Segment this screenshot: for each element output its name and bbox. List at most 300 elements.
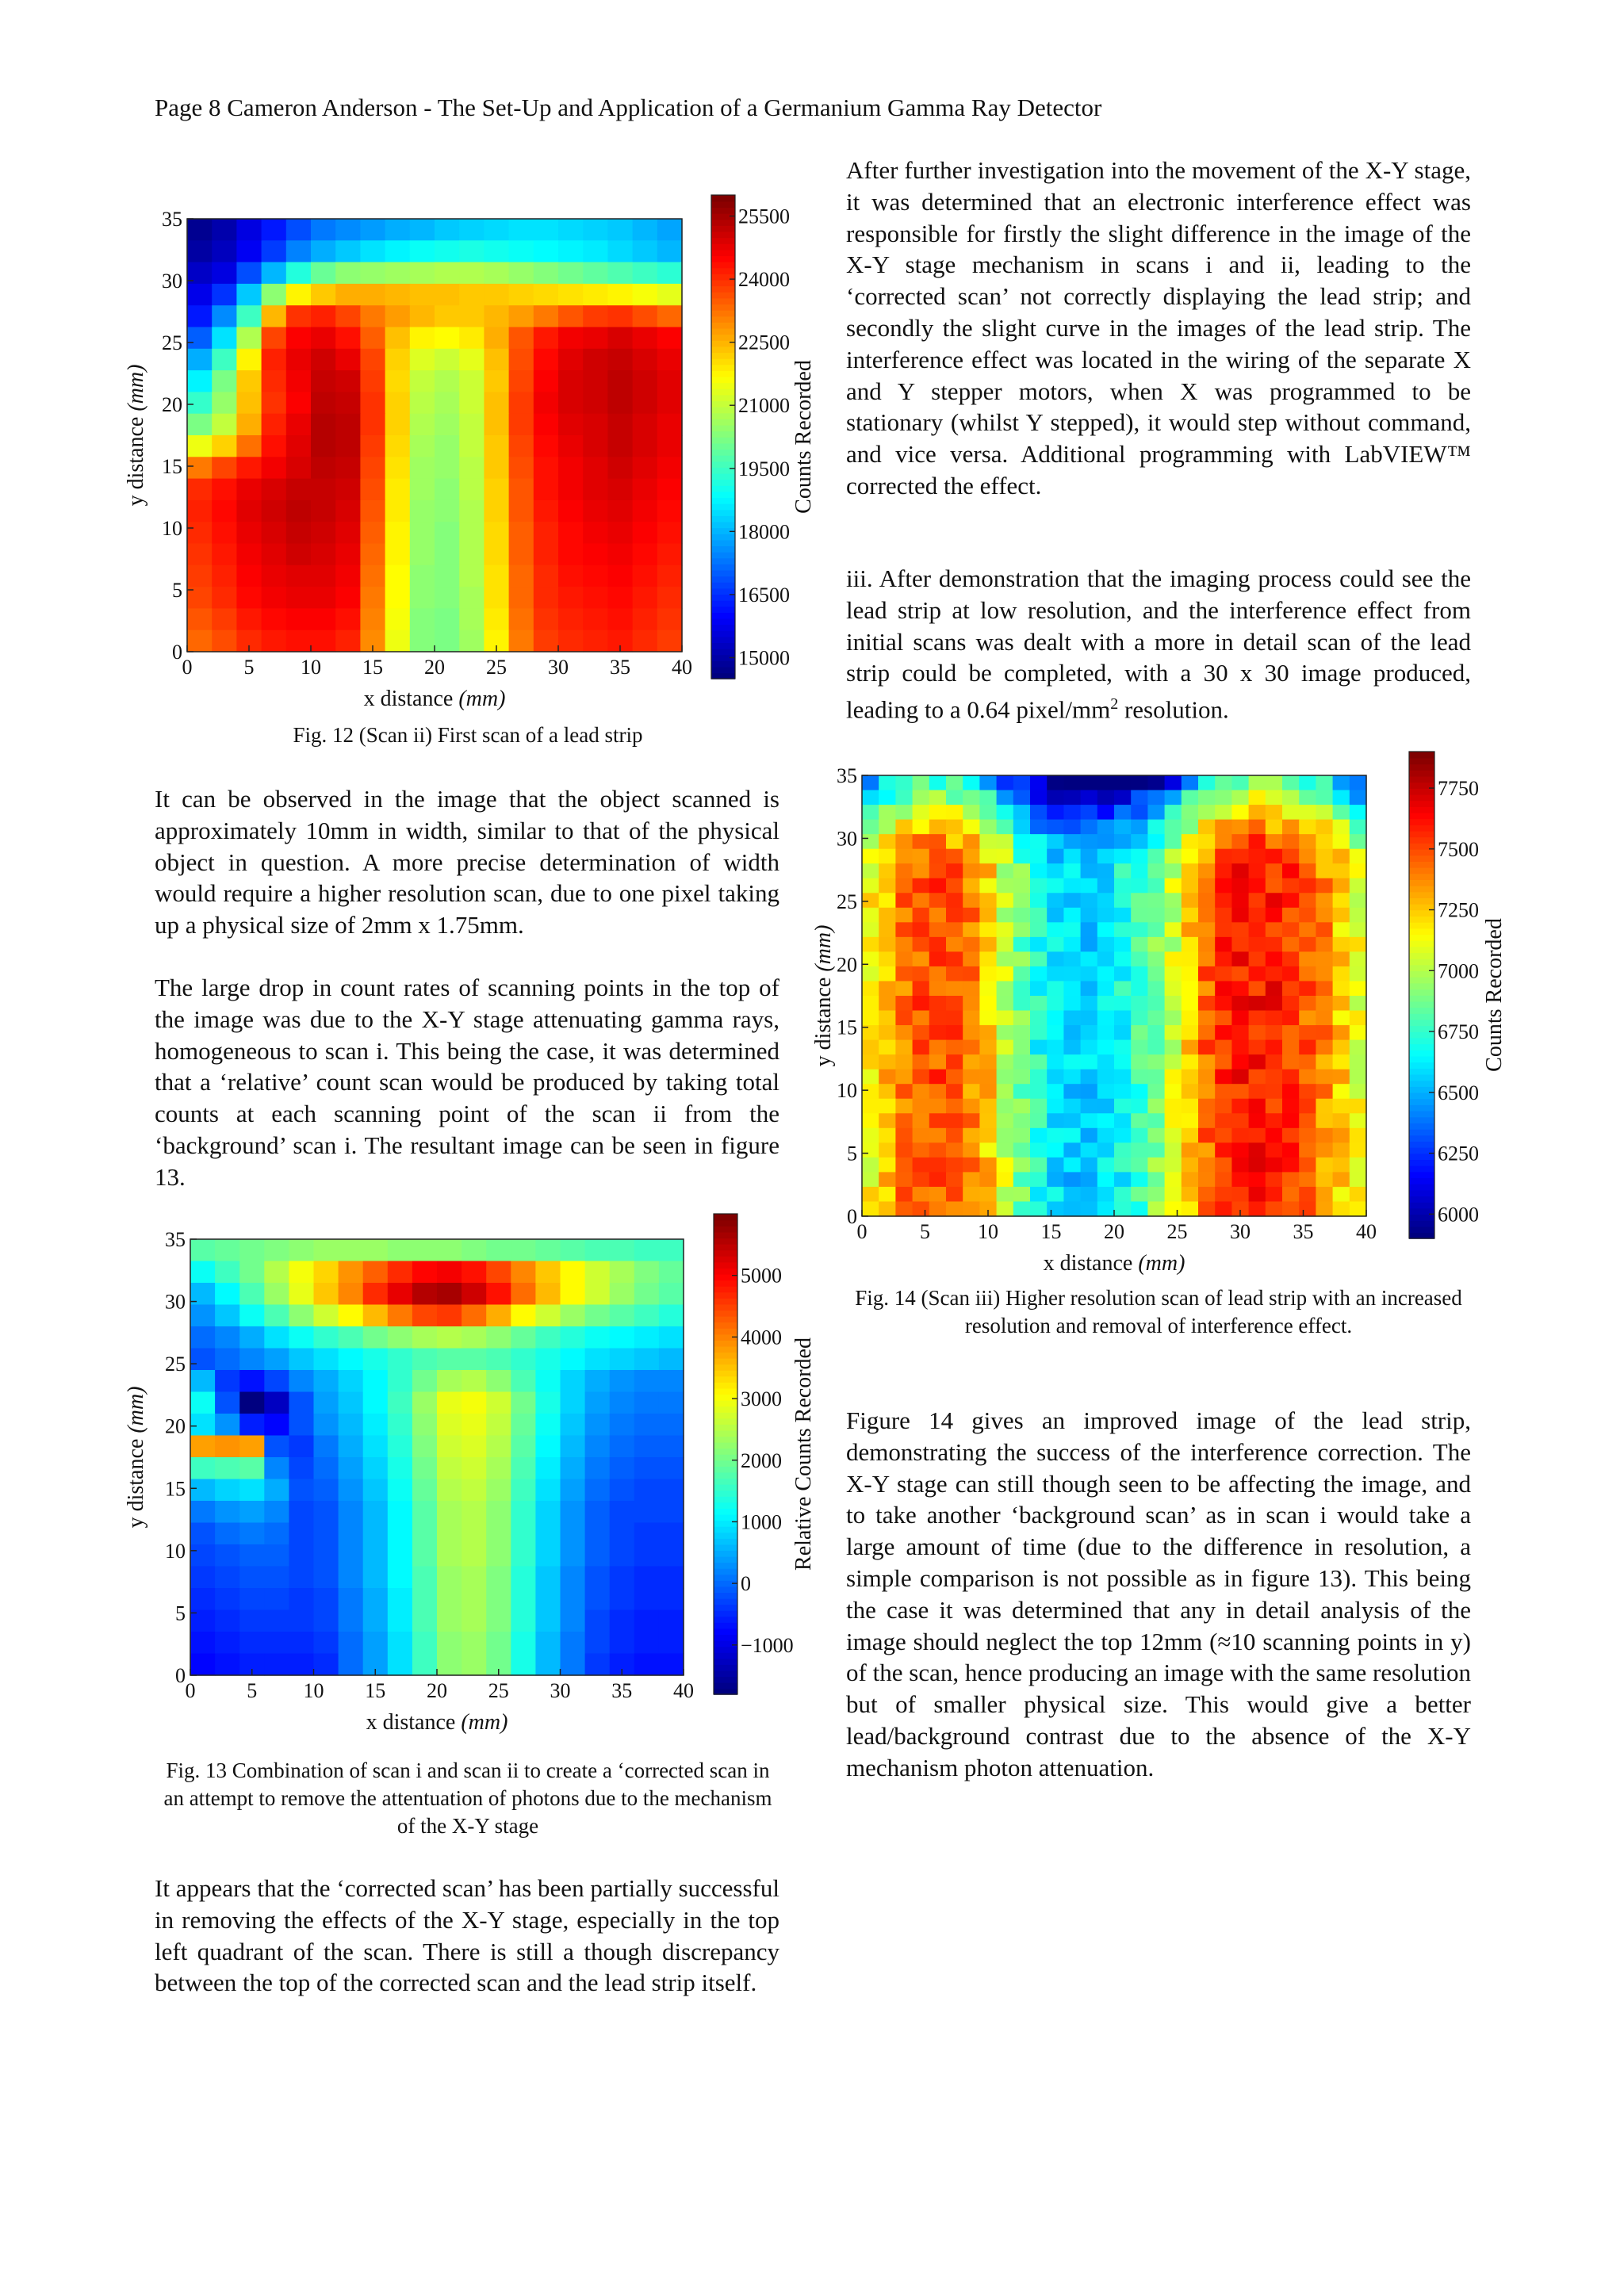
colorbar-segment [1409, 1117, 1434, 1123]
heatmap-cell [583, 435, 608, 457]
heatmap-cell [583, 457, 608, 479]
heatmap-cell [633, 587, 658, 609]
colorbar-segment [1409, 849, 1434, 855]
heatmap-cell [1333, 1070, 1350, 1085]
heatmap-cell [997, 1128, 1014, 1143]
heatmap-cell [289, 1239, 314, 1261]
heatmap-cell [1081, 878, 1098, 894]
heatmap-cell [262, 479, 287, 501]
colorbar-segment [714, 1575, 737, 1581]
heatmap-cell [1182, 805, 1199, 820]
heatmap-cell [534, 349, 559, 371]
heatmap-cell [610, 1305, 635, 1327]
heatmap-cell [1249, 1070, 1266, 1085]
colorbar-segment [1409, 1038, 1434, 1044]
heatmap-cell [1266, 1011, 1283, 1026]
heatmap-cell [607, 500, 633, 522]
heatmap-cell [879, 790, 896, 806]
heatmap-cell [190, 1544, 216, 1567]
heatmap-cell [236, 262, 262, 285]
heatmap-cell [997, 878, 1014, 894]
x-tick-label: 15 [1040, 1220, 1062, 1243]
colorbar-segment [1409, 825, 1434, 831]
colorbar-segment [714, 1382, 737, 1388]
heatmap-cell [558, 630, 584, 652]
colorbar-segment [714, 1646, 737, 1652]
heatmap-cell [1097, 1054, 1115, 1070]
heatmap-cell [435, 522, 460, 544]
heatmap-cell [913, 1113, 930, 1128]
heatmap-cell [187, 240, 213, 262]
heatmap-cell [1350, 1025, 1367, 1040]
heatmap-cell [1147, 1187, 1165, 1202]
heatmap-cell [1249, 849, 1266, 864]
x-axis-title: x distance [1043, 1251, 1139, 1276]
heatmap-cell [1114, 849, 1132, 864]
heatmap-cell [236, 544, 262, 566]
heatmap-cell [929, 893, 947, 908]
heatmap-cell [561, 1523, 586, 1545]
colorbar-segment [711, 642, 735, 649]
heatmap-cell [212, 435, 237, 457]
colorbar-tick-label: 15000 [738, 646, 790, 670]
heatmap-cell [236, 284, 262, 306]
heatmap-cell [607, 392, 633, 414]
heatmap-cell [1131, 820, 1148, 835]
colorbar-tick-label: 25500 [738, 205, 790, 228]
colorbar-segment [714, 1670, 737, 1677]
heatmap-cell [1147, 1011, 1165, 1026]
heatmap-cell [459, 349, 485, 371]
heatmap-cell [997, 1142, 1014, 1158]
heatmap-cell [212, 522, 237, 544]
heatmap-cell [314, 1261, 339, 1284]
x-tick-label: 25 [1166, 1220, 1188, 1243]
heatmap-cell [1047, 1040, 1064, 1055]
heatmap-cell [895, 820, 913, 835]
heatmap-cell [1198, 775, 1216, 790]
heatmap-cell [1231, 1040, 1249, 1055]
heatmap-cell [412, 1392, 438, 1414]
heatmap-cell [335, 435, 361, 457]
heatmap-cell [913, 790, 930, 806]
heatmap-cell [1198, 1040, 1216, 1055]
heatmap-cell [979, 834, 997, 849]
heatmap-cell [360, 522, 385, 544]
heatmap-cell [1316, 922, 1333, 937]
heatmap-cell [1231, 1025, 1249, 1040]
heatmap-cell [1131, 1084, 1148, 1099]
heatmap-cell [215, 1414, 240, 1436]
heatmap-cell [1182, 775, 1199, 790]
heatmap-cell [610, 1457, 635, 1479]
heatmap-cell [215, 1632, 240, 1654]
heatmap-cell [462, 1567, 487, 1589]
x-axis-label [364, 687, 506, 711]
heatmap-cell [412, 1326, 438, 1349]
heatmap-cell [1282, 922, 1300, 937]
heatmap-cell [913, 834, 930, 849]
heatmap-cell [1249, 1158, 1266, 1173]
heatmap-cell [335, 262, 361, 285]
heatmap-cell [946, 790, 963, 806]
heatmap-cell [535, 1283, 561, 1305]
colorbar-segment [1409, 763, 1434, 770]
colorbar-segment [1409, 1007, 1434, 1013]
heatmap-cell [1097, 1142, 1115, 1158]
heatmap-cell [879, 893, 896, 908]
heatmap-cell [1350, 1113, 1367, 1128]
heatmap-cell [435, 392, 460, 414]
heatmap-cell [1231, 1084, 1249, 1099]
heatmap-cell [1350, 922, 1367, 937]
heatmap-cell [187, 479, 213, 501]
heatmap-cell [558, 414, 584, 436]
heatmap-cell [1165, 893, 1182, 908]
heatmap-cell [1147, 1201, 1165, 1216]
heatmap-cell [879, 863, 896, 878]
heatmap-cell [1165, 1142, 1182, 1158]
colorbar-segment [711, 280, 735, 286]
heatmap-cell [1013, 1113, 1031, 1128]
heatmap-cell [1333, 820, 1350, 835]
heatmap-cell [1165, 1187, 1182, 1202]
colorbar-segment [711, 600, 735, 607]
heatmap-cell [311, 544, 336, 566]
heatmap-cell [1231, 996, 1249, 1011]
heatmap-cell [633, 370, 658, 392]
heatmap-cell [1316, 849, 1333, 864]
heatmap-cell [509, 305, 534, 327]
right-para-2-end: resolution. [1118, 695, 1229, 724]
heatmap-cell [657, 349, 683, 371]
heatmap-cell [509, 370, 534, 392]
heatmap-cell [1182, 1187, 1199, 1202]
heatmap-cell [363, 1610, 389, 1632]
heatmap-cell [1047, 775, 1064, 790]
heatmap-cell [1097, 966, 1115, 982]
heatmap-cell [1147, 1158, 1165, 1173]
heatmap-cell [1249, 966, 1266, 982]
heatmap-cell [862, 805, 879, 820]
heatmap-cell [1063, 775, 1081, 790]
heatmap-cell [1097, 1084, 1115, 1099]
x-axis-label [1044, 1251, 1185, 1276]
colorbar-segment [714, 1340, 737, 1346]
heatmap-cell [509, 262, 534, 285]
heatmap-cell [509, 500, 534, 522]
heatmap-cell [1081, 1201, 1098, 1216]
heatmap-cell [979, 1040, 997, 1055]
colorbar-segment [711, 558, 735, 564]
heatmap-cell [1333, 1040, 1350, 1055]
heatmap-cell [929, 805, 947, 820]
heatmap-cell [1081, 1172, 1098, 1187]
colorbar-segment [1409, 886, 1434, 892]
heatmap-cell [1081, 820, 1098, 835]
heatmap-cell [1165, 849, 1182, 864]
heatmap-cell [486, 1567, 511, 1589]
heatmap-cell [634, 1632, 660, 1654]
heatmap-cell [339, 1326, 364, 1349]
heatmap-cell [1131, 1142, 1148, 1158]
heatmap-cell [1316, 863, 1333, 878]
heatmap-cell [895, 937, 913, 952]
colorbar-segment [1409, 1074, 1434, 1081]
heatmap-cell [1063, 1040, 1081, 1055]
heatmap-cell [262, 608, 287, 630]
heatmap-cell [363, 1632, 389, 1654]
heatmap-cell [339, 1632, 364, 1654]
heatmap-cell [212, 240, 237, 262]
heatmap-cell [534, 522, 559, 544]
heatmap-cell [585, 1370, 611, 1392]
heatmap-cell [1182, 1040, 1199, 1055]
heatmap-cell [895, 1158, 913, 1173]
heatmap-cell [239, 1305, 265, 1327]
heatmap-cell [1198, 1054, 1216, 1070]
colorbar-segment [1409, 1056, 1434, 1062]
heatmap-cell [1063, 1054, 1081, 1070]
heatmap-cell [610, 1479, 635, 1502]
heatmap-cell [1013, 849, 1031, 864]
heatmap-cell [388, 1567, 413, 1589]
heatmap-cell [561, 1632, 586, 1654]
heatmap-cell [979, 966, 997, 982]
heatmap-cell [264, 1588, 289, 1610]
heatmap-cell [1333, 922, 1350, 937]
heatmap-cell [462, 1654, 487, 1676]
heatmap-cell [1081, 849, 1098, 864]
heatmap-cell [363, 1261, 389, 1284]
colorbar-segment [711, 237, 735, 243]
colorbar-tick-label: 7250 [1438, 898, 1479, 922]
colorbar-segment [711, 425, 735, 431]
heatmap-cell [1333, 878, 1350, 894]
heatmap-cell [946, 775, 963, 790]
heatmap-cell [484, 457, 509, 479]
heatmap-cell [484, 327, 509, 350]
heatmap-cell [1165, 805, 1182, 820]
heatmap-cell [929, 1099, 947, 1114]
colorbar-tick-label: 0 [741, 1572, 751, 1596]
heatmap-cell [1131, 922, 1148, 937]
heatmap-cell [187, 327, 213, 350]
heatmap-cell [335, 608, 361, 630]
heatmap-cell [385, 500, 411, 522]
heatmap-cell [1282, 1099, 1300, 1114]
heatmap-cell [1114, 966, 1132, 982]
heatmap-cell [262, 349, 287, 371]
heatmap-cell [511, 1261, 536, 1284]
heatmap-cell [1215, 893, 1232, 908]
heatmap-cell [1182, 996, 1199, 1011]
heatmap-cell [1182, 981, 1199, 996]
heatmap-cell [511, 1414, 536, 1436]
heatmap-cell [585, 1283, 611, 1305]
heatmap-cell [1231, 878, 1249, 894]
heatmap-cell [314, 1436, 339, 1458]
heatmap-cell [335, 349, 361, 371]
heatmap-cell [1047, 1172, 1064, 1187]
heatmap-cell [412, 1523, 438, 1545]
heatmap-cell [1266, 834, 1283, 849]
heatmap-cell [410, 262, 435, 285]
heatmap-cell [895, 996, 913, 1011]
colorbar-segment [714, 1442, 737, 1448]
heatmap-cell [659, 1610, 684, 1632]
heatmap-cell [633, 544, 658, 566]
heatmap-cell [289, 1283, 314, 1305]
colorbar-tick-label: 6250 [1438, 1142, 1479, 1165]
heatmap-cell [1047, 820, 1064, 835]
colorbar-segment [714, 1238, 737, 1244]
heatmap-cell [659, 1305, 684, 1327]
colorbar-segment [711, 358, 735, 365]
heatmap-cell [657, 240, 683, 262]
heatmap-cell [929, 1084, 947, 1099]
heatmap-cell [212, 349, 237, 371]
fig14-heatmap [813, 748, 1511, 1288]
colorbar-segment [1409, 1068, 1434, 1074]
heatmap-cell [1165, 1158, 1182, 1173]
heatmap-cell [1013, 1187, 1031, 1202]
heatmap-cell [1063, 908, 1081, 923]
heatmap-cell [1165, 981, 1182, 996]
heatmap-cell [339, 1370, 364, 1392]
heatmap-cell [1316, 1172, 1333, 1187]
heatmap-cell [929, 1025, 947, 1040]
heatmap-cell [929, 820, 947, 835]
heatmap-cell [1081, 1142, 1098, 1158]
heatmap-cell [979, 1187, 997, 1202]
heatmap-cell [1097, 1128, 1115, 1143]
heatmap-cell [1131, 775, 1148, 790]
heatmap-cell [1282, 820, 1300, 835]
x-tick-label: 35 [611, 1679, 633, 1702]
heatmap-cell [913, 1158, 930, 1173]
heatmap-cell [1182, 834, 1199, 849]
heatmap-cell [1266, 996, 1283, 1011]
heatmap-cell [190, 1305, 216, 1327]
heatmap-cell [215, 1283, 240, 1305]
heatmap-cell [1047, 1187, 1064, 1202]
heatmap-cell [486, 1523, 511, 1545]
heatmap-cell [862, 937, 879, 952]
heatmap-cell [583, 327, 608, 350]
heatmap-cell [1299, 922, 1316, 937]
heatmap-cell [1215, 1011, 1232, 1026]
heatmap-cell [314, 1588, 339, 1610]
heatmap-cell [913, 1084, 930, 1099]
heatmap-cell [360, 435, 385, 457]
heatmap-cell [212, 608, 237, 630]
heatmap-cell [435, 262, 460, 285]
heatmap-cell [1013, 820, 1031, 835]
colorbar-segment [714, 1322, 737, 1328]
colorbar-segment [711, 570, 735, 576]
heatmap-cell [363, 1457, 389, 1479]
heatmap-cell [363, 1239, 389, 1261]
heatmap-cell [1333, 1113, 1350, 1128]
heatmap-cell [212, 262, 237, 285]
heatmap-cell [946, 1054, 963, 1070]
heatmap-cell [963, 1011, 980, 1026]
heatmap-cell [913, 820, 930, 835]
colorbar-segment [711, 443, 735, 450]
heatmap-cell [659, 1479, 684, 1502]
heatmap-cell [363, 1414, 389, 1436]
heatmap-cell [236, 392, 262, 414]
colorbar-segment [1409, 1080, 1434, 1086]
heatmap-cell [1030, 1142, 1048, 1158]
heatmap-cell [1047, 908, 1064, 923]
y-tick-label: 30 [837, 827, 857, 851]
heatmap-cell [1182, 922, 1199, 937]
heatmap-cell [1147, 849, 1165, 864]
heatmap-cell [1299, 1025, 1316, 1040]
heatmap-cell [286, 284, 312, 306]
heatmap-cell [946, 922, 963, 937]
heatmap-cell [1030, 805, 1048, 820]
heatmap-cell [610, 1567, 635, 1589]
heatmap-cell [879, 996, 896, 1011]
heatmap-cell [929, 1172, 947, 1187]
heatmap-cell [895, 1099, 913, 1114]
heatmap-cell [583, 305, 608, 327]
heatmap-cell [190, 1370, 216, 1392]
heatmap-cell [607, 219, 633, 241]
heatmap-cell [314, 1283, 339, 1305]
heatmap-cell [946, 996, 963, 1011]
heatmap-cell [484, 565, 509, 587]
heatmap-cell [1030, 820, 1048, 835]
heatmap-cell [190, 1501, 216, 1523]
colorbar-segment [711, 285, 735, 292]
heatmap-cell [1215, 1158, 1232, 1173]
heatmap-cell [484, 435, 509, 457]
heatmap-cell [212, 500, 237, 522]
heatmap-cell [410, 522, 435, 544]
heatmap-cell [585, 1305, 611, 1327]
heatmap-cell [1097, 981, 1115, 996]
colorbar-segment [1409, 916, 1434, 922]
heatmap-cell [388, 1261, 413, 1284]
heatmap-cell [190, 1414, 216, 1436]
heatmap-cell [997, 849, 1014, 864]
heatmap-cell [1299, 996, 1316, 1011]
heatmap-cell [239, 1370, 265, 1392]
heatmap-cell [1350, 1054, 1367, 1070]
heatmap-cell [1249, 820, 1266, 835]
heatmap-cell [363, 1392, 389, 1414]
heatmap-cell [913, 922, 930, 937]
colorbar-segment [1409, 788, 1434, 794]
heatmap-cell [946, 849, 963, 864]
heatmap-cell [929, 863, 947, 878]
heatmap-cell [1231, 863, 1249, 878]
heatmap-cell [1114, 790, 1132, 806]
heatmap-cell [1131, 863, 1148, 878]
heatmap-cell [1114, 981, 1132, 996]
heatmap-cell [879, 1084, 896, 1099]
heatmap-cell [1350, 790, 1367, 806]
heatmap-cell [979, 775, 997, 790]
colorbar-segment [1409, 1123, 1434, 1129]
heatmap-cell [1114, 1040, 1132, 1055]
heatmap-cell [929, 951, 947, 966]
heatmap-cell [1081, 1070, 1098, 1085]
